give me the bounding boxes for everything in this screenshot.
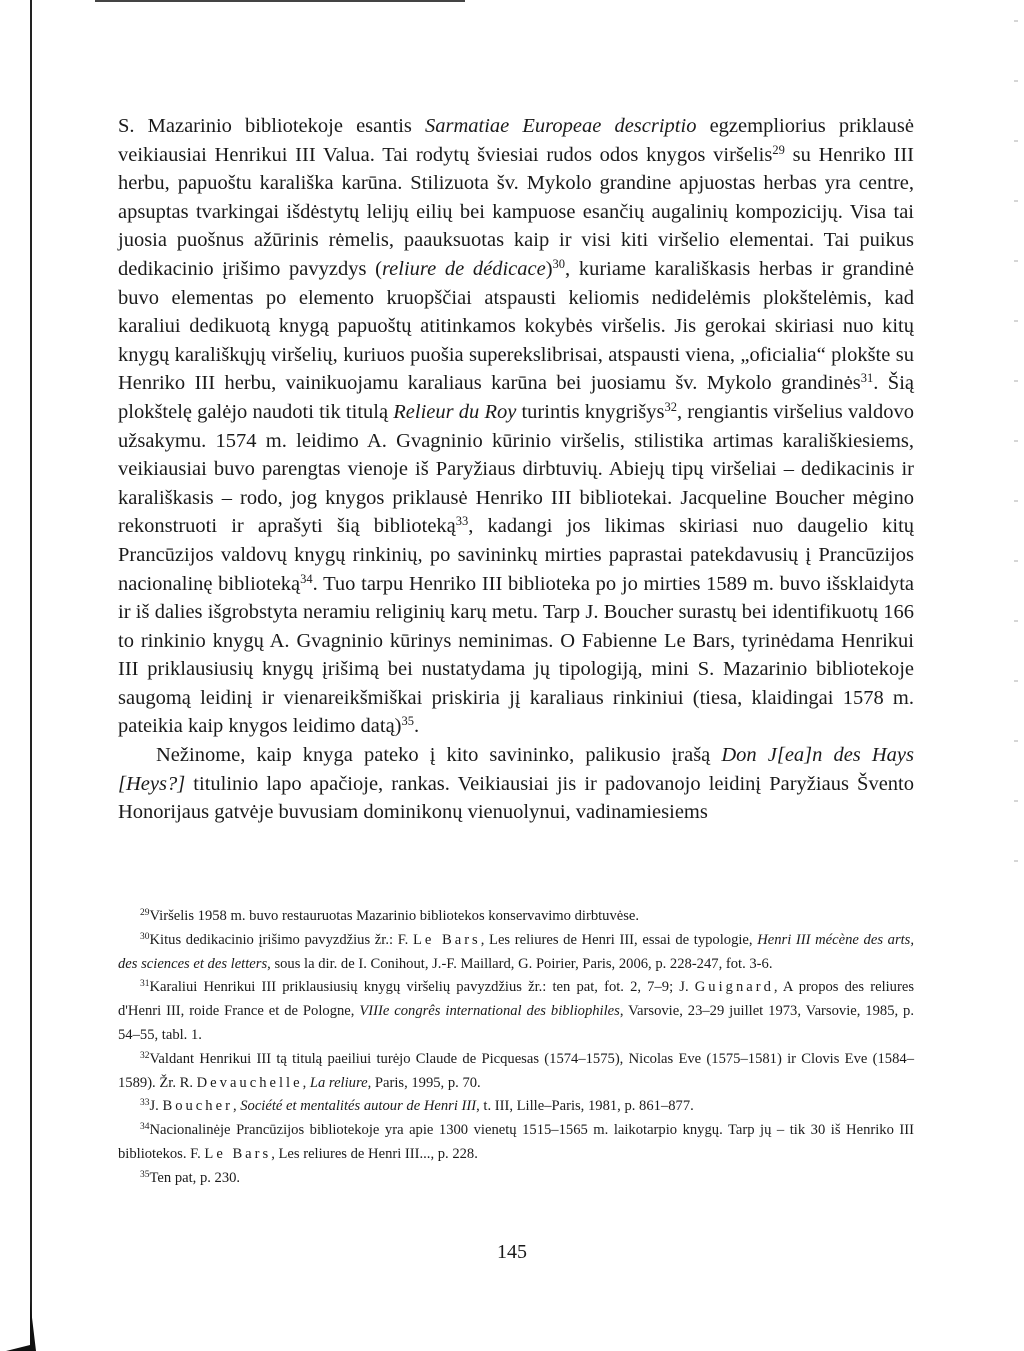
- page-edge-line: [30, 0, 32, 1325]
- text-run: , kadangi jos likimas skiriasi nuo daugelio kitų Prancūzijos valdovų knygų rinkinių, po savininkų mirties paprastai patekdavusių į Prancūzijos nacionalinę biblioteką: [118, 515, 915, 595]
- text-run: egzempliorius priklausė veikiausiai Henrikui III Valua. Tai rodytų šviesiai rudos odos knygos viršelis: [118, 115, 914, 166]
- footnote-29: [118, 905, 914, 929]
- author-name: Guignard: [694, 979, 774, 996]
- paragraph-2: [118, 741, 914, 827]
- author-name: Le Bars: [412, 931, 481, 948]
- footnote-text: ,: [302, 1074, 310, 1091]
- footnote-text: , Les reliures de Henri III, essai de typologie,: [480, 931, 758, 948]
- text-run: .: [414, 715, 420, 738]
- footnote-ref-31[interactable]: 31: [860, 371, 874, 386]
- footnote-marker: 32: [140, 1050, 150, 1061]
- footnote-text: Ten pat, p. 230.: [149, 1169, 241, 1186]
- footnote-text: Valdant Henrikui III tą titulą paeiliui turėjo Claude de Picquesas (1574–1575), Nicolas Eve (1575–1581) ir Clovis Eve (1584–1589). Žr. R.: [118, 1050, 914, 1091]
- page-number: 145: [497, 1241, 527, 1263]
- footnote-text: , Varsovie, 23–29 juillet 1973, Varsovie, 1985, p. 54–55, tabl. 1.: [118, 1003, 915, 1043]
- text-run: S. Mazarinio bibliotekoje esantis: [118, 115, 425, 137]
- footnotes: [118, 905, 914, 1191]
- footnote-text: , A propos des reliures d'Henri III, roide France et de Pologne,: [118, 979, 914, 1020]
- footnote-ref-29[interactable]: 29: [772, 142, 785, 157]
- footnote-marker: 35: [140, 1169, 150, 1180]
- footnote-text: , Les reliures de Henri III..., p. 228.: [271, 1145, 478, 1162]
- author-name: Devauchelle: [196, 1074, 303, 1091]
- text-run: titulinio lapo apačioje, rankas. Veikiausiai jis ir padovanojo leidinį Paryžiaus Švento Honorijaus gatvėje buvusiam dominikonų vienuolynui, vadinamiesiems: [118, 772, 914, 824]
- book-title-italic: Sarmatiae Europeae descriptio: [425, 115, 697, 137]
- footnote-text: Viršelis 1958 m. buvo restauruotas Mazarinio bibliotekos konservavimo dirbtuvėse.: [149, 908, 640, 924]
- text-run: turintis knygrišys: [516, 400, 665, 423]
- footnote-31: [118, 976, 914, 1047]
- footnote-ref-33[interactable]: 33: [455, 514, 469, 529]
- footnote-ref-32[interactable]: 32: [664, 399, 677, 414]
- footnote-text: Kitus dedikacinio įrišimo pavyzdžius žr.: F.: [149, 931, 413, 948]
- text-run: . Šią plokštelę galėjo naudoti tik titulą: [118, 372, 914, 423]
- footnote-text: , Paris, 1995, p. 70.: [367, 1074, 481, 1091]
- footnote-30: [118, 929, 914, 977]
- footnote-marker: 34: [140, 1122, 150, 1133]
- term-italic: reliure de dédicace: [381, 257, 546, 280]
- text-run: ): [545, 257, 553, 280]
- footnote-35: [118, 1167, 914, 1191]
- title-italic: Relieur du Roy: [393, 400, 517, 423]
- footnote-text: Nacionalinėje Prancūzijos bibliotekoje yra apie 1300 vienetų 1515–1565 m. laikotarpio knygų. Tarp jų – tik 30 iš Henriko III bibliotekos. F.: [118, 1122, 914, 1162]
- footnote-marker: 33: [140, 1098, 150, 1109]
- corner-mark: [0, 1301, 36, 1351]
- footnote-text: , sous la dir. de I. Conihout, J.-F. Maillard, G. Poirier, Paris, 2006, p. 228-247, fot. 3-6.: [267, 955, 773, 972]
- text-run: su Henriko III herbu, papuoštu karališka karūna. Stilizuota šv. Mykolo grandine apjuostas herbas yra centre, apsuptas tvarkingai išdėstytų lelijų eilių bei kampuose esančių augalinių kompozicijų. Visa tai juosia puošnus ažūrinis rėmelis, paauksuotas kaip ir visi kiti viršelio elementai. Tai puikus dedikacinio įrišimo pavyzdys (: [118, 143, 914, 280]
- footnote-text: Karaliui Henrikui III priklausiusių knygų viršelių pavyzdžius žr.: ten pat, fot. 2, 7–9; J.: [149, 979, 695, 996]
- main-text: [118, 112, 914, 827]
- footnote-marker: 31: [140, 979, 150, 990]
- paragraph-1: [118, 112, 914, 741]
- author-name: Boucher: [162, 1098, 233, 1115]
- footnote-ref-35[interactable]: 35: [401, 714, 415, 729]
- text-run: , kuriame karališkasis herbas ir grandinė buvo elementas po elemento kruopščiai atspausti keliomis nedidelėmis plokštelėmis, kad karaliui dedikuotą knygą papuoštų atitinkamos kokybės viršelis. Jis gerokai skiriasi nuo kitų knygų karališkųjų viršelių, kuriuos puošia superekslibrisai, atspausti viena, „oficialia“ plokšte su Henriko III herbu, vainikuojamu karaliaus karūna bei juosiamu šv. Mykolo grandinės: [118, 257, 914, 395]
- top-rule: [95, 0, 465, 2]
- publication-title: Société et mentalités autour de Henri III: [240, 1098, 477, 1115]
- publication-title: VIIIe congrês international des bibliophiles: [359, 1003, 620, 1020]
- footnote-33: [118, 1095, 914, 1119]
- footnote-marker: 30: [140, 931, 150, 942]
- publication-title: Henri III mécène des arts, des sciences et des letters: [118, 931, 915, 972]
- footnote-ref-30[interactable]: 30: [552, 256, 566, 271]
- footnote-ref-34[interactable]: 34: [300, 571, 313, 586]
- text-run: . Tuo tarpu Henriko III biblioteka po jo mirties 1589 m. buvo išsklaidyta ir iš dalies išgrobstyta neramiu religinių karų metu. Tarp J. Boucher surastų bei identifikuotų 166 to rinkinio knygų A. Gvagninio kūrinys neminimas. O Fabienne Le Bars, tyrinėdama Henrikui III priklausiusių knygų įrišimą bei nustatydama jų tipologiją, mini S. Mazarinio bibliotekoje saugomą leidinį ir vienareikšmiškai priskiria jį karaliaus rinkiniui (tiesa, klaidingai 1578 m. pateikia kaip knygos leidimo datą): [118, 572, 915, 738]
- text-run: , rengiantis viršelius valdovo užsakymu. 1574 m. leidimo A. Gvagninio kūrinio viršelis, stilistika artimas karališkiesiems, veikiausiai buvo parengtas vienoje iš Paryžiaus dirbtuvių. Abiejų tipų viršeliai – dedikacinis ir karališkasis – rodo, jog knygos priklausė Henriko III bibliotekai. Jacqueline Boucher mėgino rekonstruoti ir aprašyti šią biblioteką: [118, 400, 914, 538]
- footnote-34: [118, 1119, 914, 1167]
- footnote-32: [118, 1048, 914, 1096]
- publication-title: La reliure: [309, 1074, 368, 1091]
- footnote-marker: 29: [140, 908, 150, 918]
- footnote-text: ,: [232, 1098, 241, 1115]
- scan-specks: [1014, 20, 1018, 920]
- footnote-text: , t. III, Lille–Paris, 1981, p. 861–877.: [476, 1098, 694, 1115]
- inscription-italic: Don J[ea]n des Hays [Heys?]: [118, 744, 914, 795]
- text-run: Nežinome, kaip knyga pateko į kito savininko, palikusio įrašą: [156, 744, 722, 767]
- author-name: Le Bars: [204, 1145, 272, 1162]
- footnote-text: J.: [149, 1098, 163, 1115]
